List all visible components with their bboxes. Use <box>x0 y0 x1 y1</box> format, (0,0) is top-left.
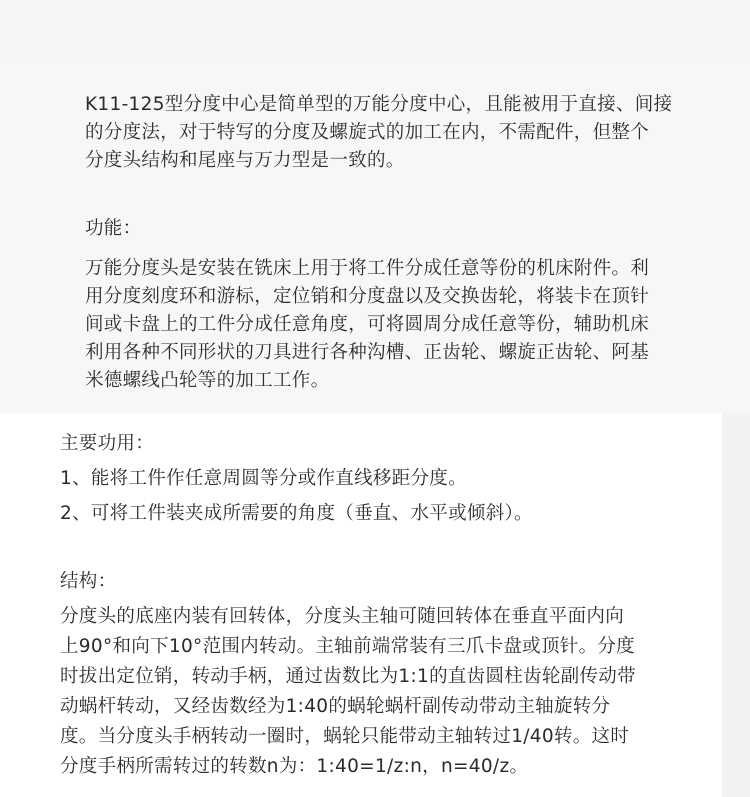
top-strip <box>0 0 750 58</box>
function-heading: 功能： <box>85 218 142 239</box>
main-use-item: 2、可将工件装夹成所需要的角度（垂直、水平或倾斜）。 <box>60 503 533 524</box>
main-use-item: 1、能将工件作任意周圆等分或作直线移距分度。 <box>60 468 467 489</box>
intro-line: 分度头结构和尾座与万力型是一致的。 <box>85 150 405 171</box>
function-line: 间或卡盘上的工件分成任意角度，可将圆周分成任意等份，辅助机床 <box>85 314 650 335</box>
structure-heading: 结构： <box>60 571 117 592</box>
function-line: 米德螺线凸轮等的加工工作。 <box>85 370 330 391</box>
structure-line: 动蜗杆转动，又经齿数经为1:40的蜗轮蜗杆副传动带动主轴旋转分 <box>60 696 611 717</box>
structure-line: 上90°和向下10°范围内转动。主轴前端常装有三爪卡盘或顶针。分度 <box>60 636 635 657</box>
main-use-heading: 主要功用： <box>60 433 155 454</box>
function-line: 万能分度头是安装在铣床上用于将工件分成任意等份的机床附件。利 <box>85 258 650 279</box>
function-line: 用分度刻度环和游标，定位销和分度盘以及交换齿轮，将装卡在顶针 <box>85 286 650 307</box>
structure-line: 度。当分度头手柄转动一圈时，蜗轮只能带动主轴转过1/40转。这时 <box>60 726 630 747</box>
intro-line: 的分度法，对于特写的分度及螺旋式的加工在内，不需配件，但整个 <box>85 122 650 143</box>
function-line: 利用各种不同形状的刀具进行各种沟槽、正齿轮、螺旋正齿轮、阿基 <box>85 342 650 363</box>
structure-line: 分度头的底座内装有回转体，分度头主轴可随回转体在垂直平面内向 <box>60 606 625 627</box>
right-margin-panel <box>722 413 750 797</box>
intro-line: K11-125型分度中心是简单型的万能分度中心，且能被用于直接、间接 <box>85 94 673 115</box>
structure-line: 分度手柄所需转过的转数n为：1:40=1/z:n，n=40/z。 <box>60 756 529 777</box>
structure-line: 时拔出定位销，转动手柄，通过齿数比为1:1的直齿圆柱齿轮副传动带 <box>60 666 636 687</box>
